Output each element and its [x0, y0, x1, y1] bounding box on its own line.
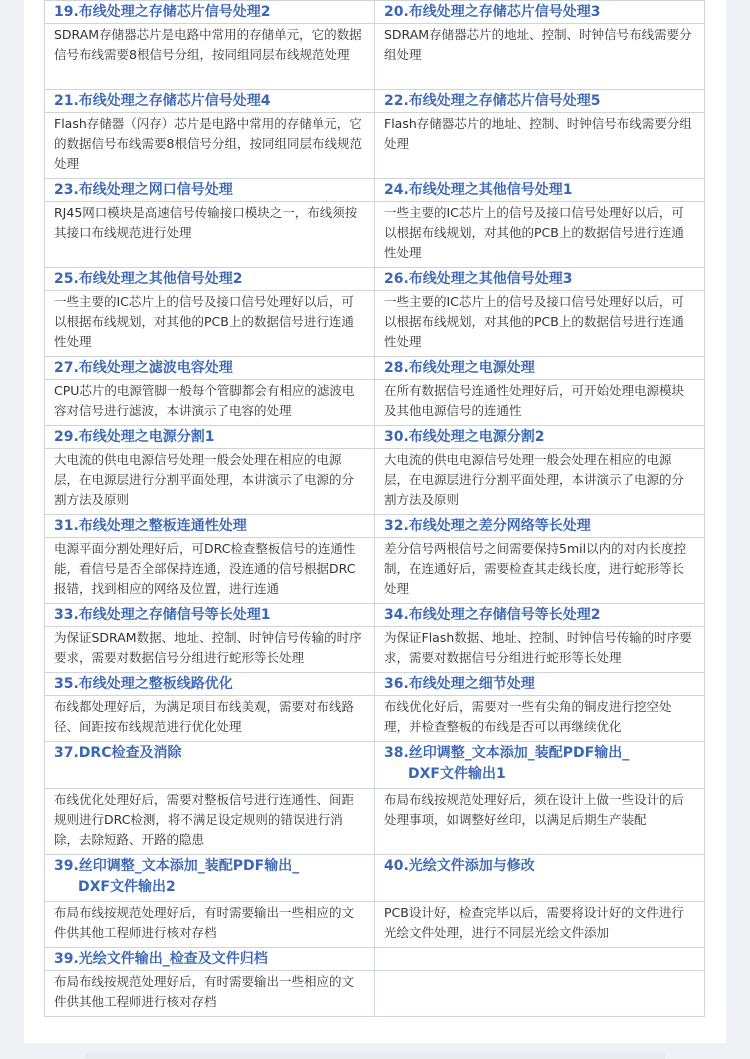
lesson-desc: 一些主要的IC芯片上的信号及接口信号处理好以后，可以根据布线规划，对其他的PCB上的数据信号进行连通性处理 [54, 294, 354, 349]
lesson-title: 32.布线处理之差分网络等长处理 [384, 518, 591, 534]
lesson-title-cell [375, 357, 705, 380]
lesson-title [384, 742, 695, 785]
lesson-title-cell [45, 426, 375, 449]
lesson-title: 30.布线处理之电源分割2 [384, 429, 545, 445]
lesson-desc: 一些主要的IC芯片上的信号及接口信号处理好以后，可以根据布线规划，对其他的PCB上的数据信号进行连通性处理 [384, 205, 684, 260]
lesson-desc: 布局布线按规范处理好后，有时需要输出一些相应的文件供其他工程师进行核对存档 [54, 974, 355, 1009]
lesson-desc-cell [45, 789, 375, 855]
table-row [45, 24, 705, 90]
lesson-title: 19.布线处理之存储芯片信号处理2 [54, 4, 271, 20]
lesson-desc-cell [45, 627, 375, 673]
lesson-desc: 布线优化好后，需要对一些有尖角的铜皮进行挖空处理，并检查整板的布线是否可以再继续优化 [384, 699, 672, 734]
lesson-title-line1: 39.丝印调整_文本添加_装配PDF输出_ [54, 858, 300, 874]
lesson-desc-cell [45, 24, 375, 90]
lesson-title: 29.布线处理之电源分割1 [54, 429, 215, 445]
lesson-title: 21.布线处理之存储芯片信号处理4 [54, 93, 271, 109]
lesson-desc: 差分信号两根信号之间需要保持5mil以内的对内长度控制，在连通好后，需要检查其走线长度，进行蛇形等长处理 [384, 541, 687, 596]
table-row [45, 426, 705, 449]
lesson-title-cell [375, 673, 705, 696]
table-row [45, 673, 705, 696]
lesson-desc: 为保证SDRAM数据、地址、控制、时钟信号传输的时序要求，需要对数据信号分组进行蛇形等长处理 [54, 630, 362, 665]
lesson-desc: PCB设计好，检查完毕以后，需要将设计好的文件进行光绘文件处理，进行不同层光绘文件添加 [384, 905, 684, 940]
lesson-title-line2: DXF文件输出1 [408, 766, 506, 782]
lesson-title-cell [45, 1, 375, 24]
lesson-title-line2: DXF文件输出2 [78, 879, 176, 895]
lesson-desc-cell [375, 24, 705, 90]
lesson-desc-cell [375, 789, 705, 855]
lesson-title-cell [45, 948, 375, 971]
lesson-title: 22.布线处理之存储芯片信号处理5 [384, 93, 601, 109]
lesson-title: 33.布线处理之存储信号等长处理1 [54, 607, 271, 623]
lesson-desc: 大电流的供电电源信号处理一般会处理在相应的电源层，在电源层进行分割平面处理，本讲演示了电源的分割方法及原则 [54, 452, 355, 507]
lesson-title-cell [375, 268, 705, 291]
table-row [45, 449, 705, 515]
empty-cell [375, 948, 705, 971]
lesson-title: 39.光绘文件输出_检查及文件归档 [54, 951, 268, 967]
lesson-title: 23.布线处理之网口信号处理 [54, 182, 233, 198]
lesson-desc: CPU芯片的电源管脚一般每个管脚都会有相应的滤波电容对信号进行滤波，本讲演示了电容的处理 [54, 383, 355, 418]
table-row [45, 1, 705, 24]
lesson-desc: RJ45网口模块是高速信号传输接口模块之一，布线须按其接口布线规范进行处理 [54, 205, 358, 240]
lesson-desc-cell [45, 971, 375, 1017]
lesson-title: 35.布线处理之整板线路优化 [54, 676, 233, 692]
table-row [45, 268, 705, 291]
lesson-title: 25.布线处理之其他信号处理2 [54, 271, 243, 287]
lesson-desc: 在所有数据信号连通性处理好后，可开始处理电源模块及其他电源信号的连通性 [384, 383, 685, 418]
bottom-divider [85, 1053, 665, 1059]
lesson-title-cell [375, 1, 705, 24]
lesson-title: 27.布线处理之滤波电容处理 [54, 360, 233, 376]
lesson-desc: 大电流的供电电源信号处理一般会处理在相应的电源层，在电源层进行分割平面处理，本讲演示了电源的分割方法及原则 [384, 452, 685, 507]
lesson-desc-cell [45, 202, 375, 268]
lesson-title-cell [45, 357, 375, 380]
lesson-grid [44, 0, 705, 1017]
lesson-title-cell [375, 179, 705, 202]
lesson-title-cell [45, 604, 375, 627]
lesson-title-cell [375, 742, 705, 789]
lesson-title: 20.布线处理之存储芯片信号处理3 [384, 4, 601, 20]
lesson-title-cell [375, 515, 705, 538]
lesson-desc: Flash存储器芯片的地址、控制、时钟信号布线需要分组处理 [384, 116, 692, 151]
lesson-title-cell [375, 90, 705, 113]
lesson-title-cell [45, 673, 375, 696]
lesson-title: 24.布线处理之其他信号处理1 [384, 182, 573, 198]
table-row [45, 604, 705, 627]
table-row [45, 742, 705, 789]
table-row [45, 971, 705, 1017]
lesson-desc: 布局布线按规范处理好后，有时需要输出一些相应的文件供其他工程师进行核对存档 [54, 905, 355, 940]
lesson-title-cell [45, 855, 375, 902]
empty-cell [375, 971, 705, 1017]
lesson-desc-cell [375, 627, 705, 673]
lesson-desc-cell [45, 538, 375, 604]
lesson-title-line1: 38.丝印调整_文本添加_装配PDF输出_ [384, 745, 630, 761]
lesson-title: 28.布线处理之电源处理 [384, 360, 535, 376]
lesson-title-cell [375, 604, 705, 627]
lesson-desc-cell [375, 291, 705, 357]
lesson-title-cell [45, 268, 375, 291]
lesson-desc-cell [375, 449, 705, 515]
lesson-title: 34.布线处理之存储信号等长处理2 [384, 607, 601, 623]
lesson-desc-cell [45, 291, 375, 357]
lesson-desc-cell [375, 113, 705, 179]
lesson-desc-cell [375, 902, 705, 948]
lesson-desc: 布线都处理好后，为满足项目布线美观，需要对布线路径、间距按布线规范进行优化处理 [54, 699, 355, 734]
lesson-desc: 布局布线按规范处理好后，须在设计上做一些设计的后处理事项，如调整好丝印，以满足后期生产装配 [384, 792, 685, 827]
lesson-desc-cell [375, 696, 705, 742]
lesson-title: 36.布线处理之细节处理 [384, 676, 535, 692]
lesson-title: 40.光绘文件添加与修改 [384, 858, 535, 874]
table-row [45, 789, 705, 855]
table-row [45, 696, 705, 742]
lesson-desc: SDRAM存储器芯片的地址、控制、时钟信号布线需要分组处理 [384, 27, 692, 62]
lesson-title-cell [45, 90, 375, 113]
lesson-desc-cell [375, 202, 705, 268]
lesson-desc: SDRAM存储器芯片是电路中常用的存储单元，它的数据信号布线需要8根信号分组，按同组同层布线规范处理 [54, 27, 362, 62]
table-row [45, 948, 705, 971]
table-row [45, 357, 705, 380]
lesson-desc: Flash存储器（闪存）芯片是电路中常用的存储单元，它的数据信号布线需要8根信号分组，按同组同层布线规范处理 [54, 116, 362, 171]
table-row [45, 627, 705, 673]
lesson-title-cell [375, 426, 705, 449]
lesson-desc-cell [45, 696, 375, 742]
lesson-title-cell [375, 855, 705, 902]
table-row [45, 538, 705, 604]
table-row [45, 855, 705, 902]
table-row [45, 902, 705, 948]
lesson-desc: 布线优化处理好后，需要对整板信号进行连通性、间距规则进行DRC检测，将不满足设定规则的错误进行消除，去除短路、开路的隐患 [54, 792, 355, 847]
content-sheet [24, 0, 726, 1043]
table-row [45, 380, 705, 426]
table-row [45, 202, 705, 268]
lesson-desc: 电源平面分割处理好后，可DRC检查整板信号的连通性能，看信号是否全部保持连通，没连通的信号根据DRC报错，找到相应的网络及位置，进行连通 [54, 541, 356, 596]
lesson-title-cell [45, 515, 375, 538]
lesson-title-cell [45, 179, 375, 202]
table-row [45, 90, 705, 113]
table-row [45, 291, 705, 357]
lesson-desc-cell [375, 538, 705, 604]
lesson-desc-cell [375, 380, 705, 426]
lesson-title-cell [45, 742, 375, 789]
table-row [45, 179, 705, 202]
lesson-desc-cell [45, 449, 375, 515]
lesson-title: 37.DRC检查及消除 [54, 745, 182, 761]
lesson-desc: 为保证Flash数据、地址、控制、时钟信号传输的时序要求，需要对数据信号分组进行蛇形等长处理 [384, 630, 692, 665]
lesson-title: 31.布线处理之整板连通性处理 [54, 518, 247, 534]
lesson-title [54, 855, 365, 898]
table-row [45, 113, 705, 179]
lesson-desc-cell [45, 380, 375, 426]
lesson-desc-cell [45, 113, 375, 179]
lesson-desc-cell [45, 902, 375, 948]
lesson-desc: 一些主要的IC芯片上的信号及接口信号处理好以后，可以根据布线规划，对其他的PCB上的数据信号进行连通性处理 [384, 294, 684, 349]
table-row [45, 515, 705, 538]
lesson-title: 26.布线处理之其他信号处理3 [384, 271, 573, 287]
